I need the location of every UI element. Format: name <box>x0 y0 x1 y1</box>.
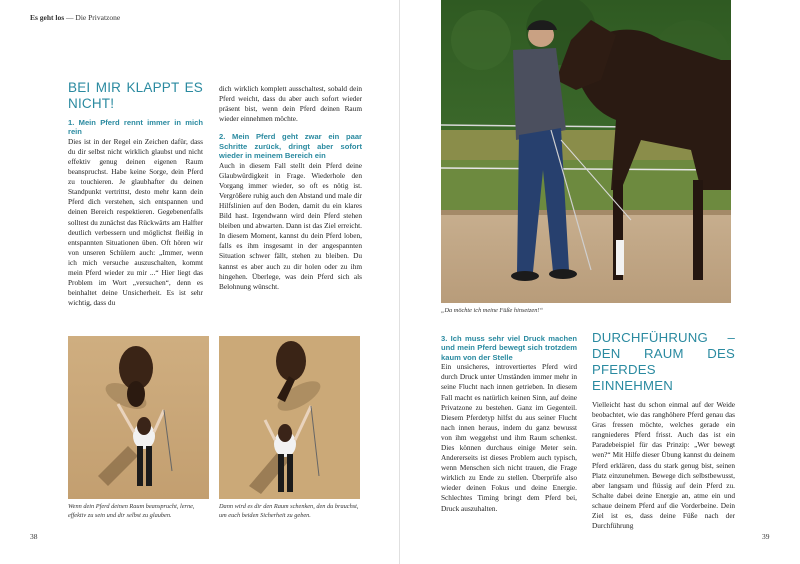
photo-horse-yielding <box>219 336 360 499</box>
photo-caption-2: Dann wird es dir den Raum schenken, den du brauchst, um euch beiden Sicherheit zu geben. <box>219 503 359 519</box>
section-heading-1: 1. Mein Pferd rennt immer in mich rein <box>68 118 203 137</box>
photo-horse-approaching <box>68 336 209 499</box>
body-text-4: Vielleicht hast du schon einmal auf der Weide beobachtet, wie das ranghöhere Pferd genau das Gras fressen möchte, welches gerade ein rangniederes Pferd frisst. Auch das ist ein Paradebeispiel für das Prinzip: „Wer bewegt wen?“ Mit Hilfe dieser Übung kannst du deinem Pferd erklären, dass du stark genug bist, seinen Platz einzunehmen. Bewege dich selbstbewusst, aber langsam und flüssig auf dein Pferd zu. Schalte dabei deine Energie an, atme ein und schaue deinem Pferd auf die Vorderbeine. Dein Ziel ist es, dass deine Füße nach der Durchführung <box>592 400 735 531</box>
page-number-left: 38 <box>30 532 38 541</box>
body-text-1: Dies ist in der Regel ein Zeichen dafür, dass du dir selbst nicht wirklich glaubst und nicht effektiv genug deinen eigenen Raum beanspruchst. Habe keine Sorge, dein Pferd zu touchieren. Je glaubhafter du deinen Standpunkt vertrittst, desto mehr kann dein Pferd dich verstehen, sich entspannen und deinen Bereich respektieren. Gegebenenfalls solltest du zunächst das Rückwärts am Halfter deutlich verbessern und möglichst fleißig in entspannten Situationen üben. Oft hören wir von unseren Schülern auch: „Immer, wenn ich mich versuche auszuschalten, kommt mein Pferd wieder zu mir ...“ Hier liegt das Problem im Wort „versuchen“, denn es beinhaltet deine Unsicherheit. Es ist sehr wichtig, dass du <box>68 136 203 308</box>
running-head-separator: — <box>66 13 74 22</box>
left-column-2 <box>219 84 362 292</box>
right-page <box>400 0 800 564</box>
page-title: BEI MIR KLAPPT ES NICHT! <box>68 80 203 111</box>
section-title-durchfuehrung: DURCHFÜHRUNG – DEN RAUM DES PFERDES EINNEHMEN <box>592 330 735 393</box>
right-column-1 <box>441 334 577 514</box>
left-column-1 <box>68 80 203 308</box>
running-head-section: Es geht los <box>30 13 65 22</box>
running-head <box>30 13 120 22</box>
photo-caption-1: Wenn dein Pferd deinen Raum beansprucht, lerne, effektiv zu sein und dir selbst zu glauben. <box>68 503 195 519</box>
body-text-2: Auch in diesem Fall stellt dein Pferd deine Glaubwürdigkeit in Frage. Wiederhole den Vorgang immer wieder, so oft es nötig ist. Vergrößere ruhig auch den Abstand und male dir Hilfslinien auf den Boden, damit du ein klares Bild hast. Irgendwann wird dein Pferd stehen bleiben und abwarten. Dann ist das Ziel erreicht. In diesem Moment, kannst du dein Pferd loben, falls es ihm insgesamt in der angespannten Situation schwer fällt, stehen zu bleiben. Du kannst es aber auch zu dir holen oder zu ihm hingehen. Überlege, was dein Pferd sich als Belohnung wünscht. <box>219 160 362 291</box>
running-head-chapter: Die Privatzone <box>75 13 121 22</box>
section-heading-3: 3. Ich muss sehr viel Druck machen und mein Pferd bewegt sich trotzdem kaum von der Stelle <box>441 334 577 362</box>
body-text-2-lead: dich wirklich komplett ausschaltest, sobald dein Pferd weicht, dass du aber auch sofort wieder präsent bist, wenn dein Pferd deinen Raum wieder einnehmen möchte. <box>219 84 362 124</box>
body-text-3: Ein unsicheres, introvertiertes Pferd wird durch Druck unter Umständen immer mehr in seine Flucht nach innen getrieben. In diesem Fall macht es natürlich keinen Sinn, auf deine Privatzone zu bestehen. Ganz im Gegenteil. Diesem Pferdetyp hilfst du aus seiner Flucht nach innen heraus, indem du ganz bewusst von ihm weggehst und ihm Raum schenkst. Dies können durchaus einige Meter sein. Andererseits ist dieses Problem auch typisch, wenn Menschen sich nicht trauen, die Frage wirklich zu Ende zu stellen. Überprüfe also wieder deinen Fokus und deine Energie. Schlechtes Timing bringt dem Pferd bei, Druck auszuhalten. <box>441 362 577 513</box>
photo-man-with-horse <box>441 0 731 303</box>
right-column-2 <box>592 330 735 531</box>
section-heading-2: 2. Mein Pferd geht zwar ein paar Schritte zurück, dringt aber sofort wieder in meinem Bereich ein <box>219 132 362 161</box>
photo-caption-3: „Da möchte ich meine Füße hinsetzen!“ <box>441 307 543 314</box>
page-number-right: 39 <box>762 532 770 541</box>
